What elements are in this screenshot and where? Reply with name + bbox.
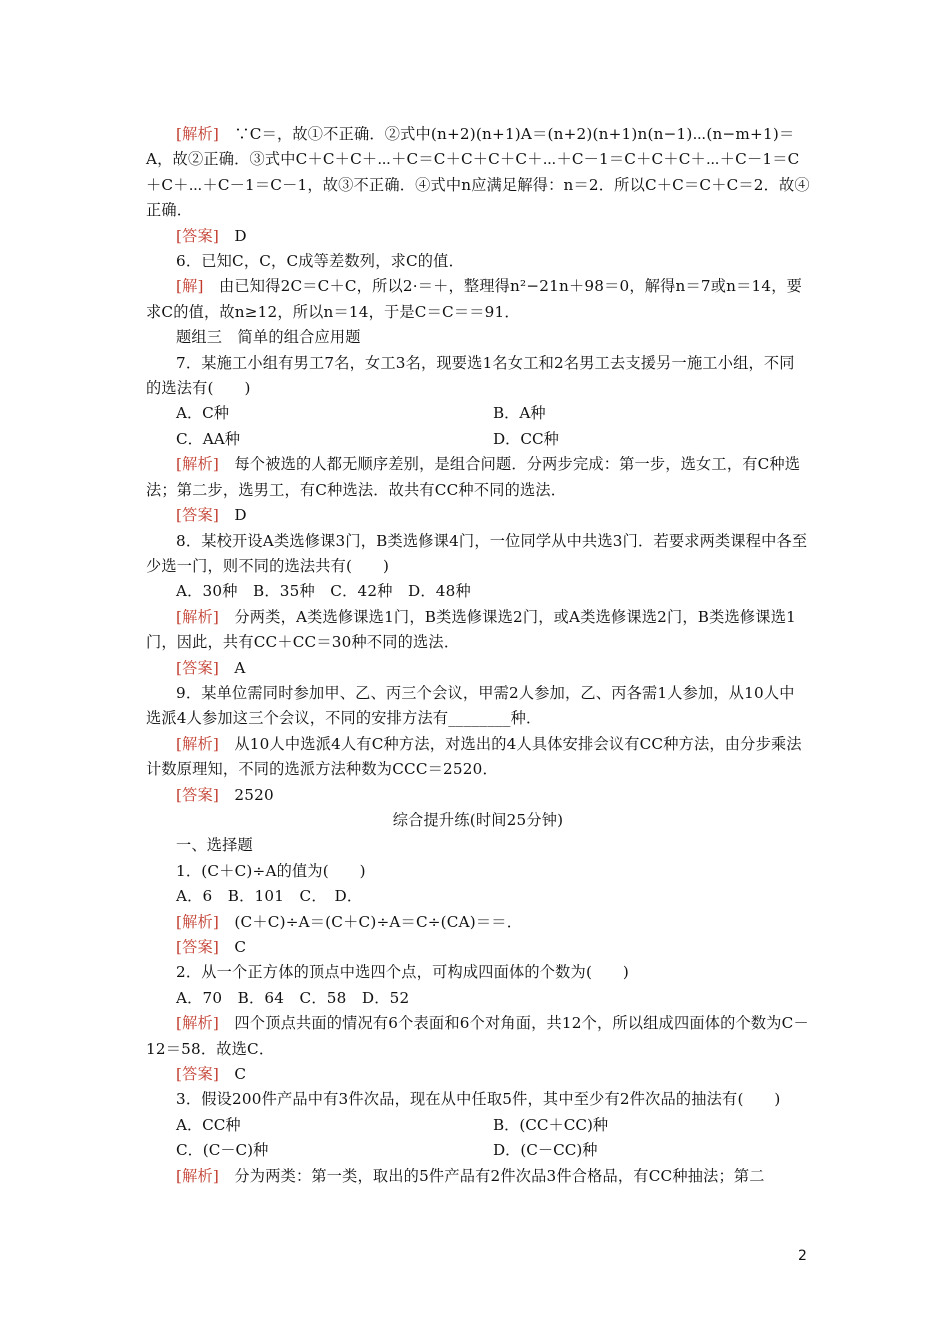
paragraph-text: C — [219, 938, 247, 956]
label-tag: [解析] — [176, 607, 220, 626]
annotated-paragraph — [146, 1164, 810, 1189]
label-tag: [解] — [176, 277, 204, 296]
paragraph-text: 四个顶点共面的情况有6个表面和6个对角面，共12个，所以组成四面体的个数为C－12＝58．故选C． — [146, 1014, 809, 1058]
annotated-paragraph — [146, 910, 810, 935]
option-row — [146, 1138, 810, 1163]
text-paragraph — [146, 351, 810, 402]
paragraph-text: 7．某施工小组有男工7名，女工3名，现要选1名女工和2名男工去支援另一施工小组，不同的选法有( ) — [146, 353, 795, 398]
paragraph-text: C — [219, 1065, 247, 1084]
paragraph-text: A．70 B．64 C．58 D．52 — [176, 988, 410, 1007]
label-tag: [解析] — [176, 1166, 220, 1185]
text-paragraph — [146, 579, 810, 604]
paragraph-text: 2．从一个正方体的顶点中选四个点，可构成四面体的个数为( ) — [176, 963, 629, 982]
paragraph-text: 8．某校开设A类选修课3门，B类选修课4门，一位同学从中共选3门．若要求两类课程中各至少选一门，则不同的选法共有( ) — [146, 531, 808, 575]
paragraph-text: D — [219, 226, 247, 245]
annotated-paragraph — [146, 732, 810, 783]
label-tag: [解析] — [176, 912, 220, 931]
choice-option: D．CC种 — [493, 429, 559, 448]
paragraph-text: 从10人中选派4人有C种方法，对选出的4人具体安排会议有CC种方法，由分步乘法计数原理知，不同的选派方法种数为CCC＝2520． — [146, 734, 802, 779]
paragraph-text: 题组三 简单的组合应用题 — [176, 328, 361, 347]
text-paragraph — [146, 859, 810, 884]
paragraph-text: ∵C＝，故①不正确．②式中(n+2)(n+1)A＝(n+2)(n+1)n(n−1)⋯(n−m+1)＝A，故②正确．③式中C＋C＋C＋⋯＋C＝C＋C＋C＋C＋⋯＋C－1＝C＋C＋C＋⋯＋C－1＝C＋C＋⋯＋C－1＝C－1，故③不正确．④式中n应满足解得：n＝2．所以C＋C＝C＋C＝2．故④正确． — [146, 125, 810, 220]
option-row — [146, 427, 810, 452]
annotated-paragraph — [146, 1011, 810, 1062]
choice-option: D．(C－CC)种 — [493, 1141, 598, 1160]
document-body — [146, 122, 810, 1189]
text-paragraph — [146, 986, 810, 1011]
paragraph-text: 2520 — [219, 785, 274, 804]
annotated-paragraph — [146, 122, 810, 224]
text-paragraph — [146, 325, 810, 350]
choice-option: A．CC种 — [176, 1115, 241, 1134]
annotated-paragraph — [146, 452, 810, 503]
label-tag: [解析] — [176, 455, 220, 474]
paragraph-text: (C＋C)÷A＝(C＋C)÷A＝C÷(CA)＝＝． — [219, 912, 523, 931]
label-tag: [解析] — [176, 1014, 220, 1033]
page-number: 2 — [798, 1248, 807, 1264]
text-paragraph — [146, 960, 810, 985]
paragraph-text: A．30种 B．35种 C．42种 D．48种 — [176, 582, 471, 601]
paragraph-text: 9．某单位需同时参加甲、乙、丙三个会议，甲需2人参加，乙、丙各需1人参加，从10人中选派4人参加这三个会议，不同的安排方法有________种． — [146, 683, 795, 728]
label-tag: [答案] — [176, 658, 220, 677]
choice-option: B．A种 — [493, 404, 546, 423]
annotated-paragraph — [146, 783, 810, 808]
paragraph-text: A．6 B．101 C． D． — [176, 887, 363, 906]
paragraph-text: A — [219, 658, 246, 677]
text-paragraph — [146, 1087, 810, 1112]
option-row — [146, 401, 810, 426]
annotated-paragraph — [146, 935, 810, 960]
label-tag: [答案] — [176, 226, 220, 245]
paragraph-text: 3．假设200件产品中有3件次品，现在从中任取5件，其中至少有2件次品的抽法有( ) — [176, 1090, 781, 1109]
section-title: 综合提升练(时间25分钟) — [392, 810, 564, 829]
annotated-paragraph — [146, 605, 810, 656]
label-tag: [答案] — [176, 938, 220, 956]
annotated-paragraph — [146, 503, 810, 528]
annotated-paragraph — [146, 1062, 810, 1087]
paragraph-text: 一、选择题 — [176, 836, 253, 855]
text-paragraph — [146, 681, 810, 732]
label-tag: [答案] — [176, 506, 220, 525]
text-paragraph — [146, 833, 810, 858]
paragraph-text: 分两类，A类选修课选1门，B类选修课选2门，或A类选修课选2门，B类选修课选1门，因此，共有CC＋CC＝30种不同的选法． — [146, 607, 796, 652]
paragraph-text: 每个被选的人都无顺序差别，是组合问题．分两步完成：第一步，选女工，有C种选法；第二步，选男工，有C种选法．故共有CC种不同的选法． — [146, 455, 801, 499]
paragraph-text: 1．(C＋C)÷A的值为( ) — [176, 861, 366, 880]
paragraph-text: D — [219, 506, 247, 525]
choice-option: A．C种 — [176, 404, 229, 423]
label-tag: [答案] — [176, 785, 220, 804]
text-paragraph — [146, 884, 810, 909]
label-tag: [解析] — [176, 734, 220, 753]
annotated-paragraph — [146, 274, 810, 325]
text-paragraph — [146, 529, 810, 580]
paragraph-text: 分为两类：第一类，取出的5件产品有2件次品3件合格品，有CC种抽法；第二 — [219, 1166, 765, 1185]
paragraph-text: 6．已知C，C，C成等差数列，求C的值． — [176, 252, 464, 271]
label-tag: [解析] — [176, 125, 220, 143]
choice-option: B．(CC＋CC)种 — [493, 1115, 609, 1134]
label-tag: [答案] — [176, 1065, 220, 1084]
text-paragraph — [146, 249, 810, 274]
paragraph-text: 由已知得2C＝C＋C，所以2·＝＋，整理得n²−21n＋98＝0，解得n＝7或n＝14，要求C的值，故n≥12，所以n＝14，于是C＝C＝＝91． — [146, 277, 802, 321]
choice-option: C．AA种 — [176, 429, 240, 448]
annotated-paragraph — [146, 656, 810, 681]
annotated-paragraph — [146, 224, 810, 249]
choice-option: C．(C－C)种 — [176, 1141, 269, 1160]
option-row — [146, 1113, 810, 1138]
